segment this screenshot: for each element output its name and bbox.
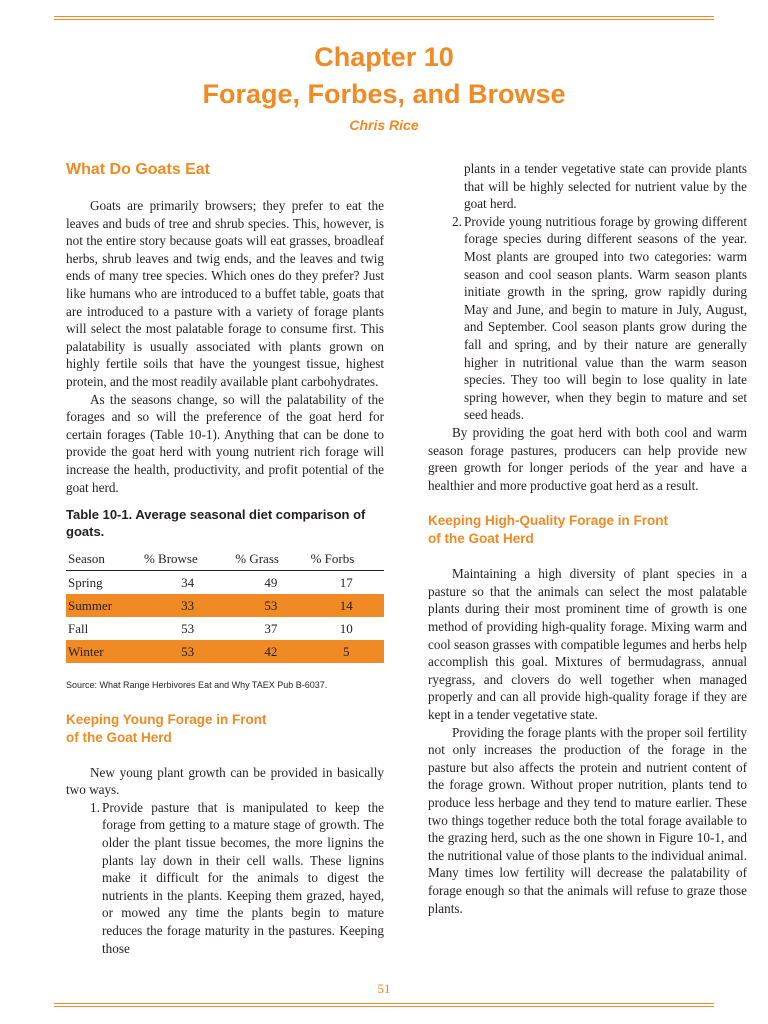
subsection-title-young-forage (66, 711, 384, 747)
list-number: 1. (90, 799, 100, 815)
top-rule (54, 16, 714, 17)
paragraph: By providing the goat herd with both cool and warm season forage pastures, producers can help provide new green growth for longer periods of the year and have a healthier and more productive goat herd as a result. (428, 424, 747, 493)
column-header: % Browse (142, 548, 233, 571)
list-item-text: Provide young nutritious forage by growing different forage species during different seasons of the year. Most plants are grouped into two categories: warm season and cool season plants. Warm season plants initiate growth in the spring, grow rapidly during May and June, and begin to mature in July, August, and September. Cool season plants grow during the fall and spring, and by their nature are generally higher in nutritional value than the warm season species. They too will begin to lose quality in late spring however, when they begin to mature and set seed heads. (464, 213, 747, 423)
table-cell: 49 (264, 574, 278, 590)
table-cell: 17 (339, 574, 353, 590)
list-item (428, 213, 747, 424)
table-row-highlighted (66, 640, 384, 663)
table-cell: 37 (264, 620, 278, 636)
table-cell: 53 (233, 594, 308, 617)
column-header: Season (66, 548, 142, 571)
top-rule-inner (54, 19, 714, 20)
list-item-text: plants in a tender vegetative state can provide plants that will be highly selected for nutrient value by the goat herd. (464, 161, 747, 212)
subsection-title-high-quality-forage (428, 512, 747, 548)
table-cell: Summer (66, 594, 142, 617)
table-cell: 33 (142, 594, 233, 617)
bottom-rule (54, 1003, 714, 1004)
table-row-highlighted (66, 594, 384, 617)
subsection-title-line: of the Goat Herd (428, 531, 534, 547)
table-row (66, 617, 384, 640)
table-header-row (66, 548, 384, 571)
table-cell: Fall (68, 620, 89, 636)
paragraph: New young plant growth can be provided in basically two ways. (66, 764, 384, 798)
paragraph: As the seasons change, so will the palatability of the forages and so will the preference of the goat herd for certain forages (Table 10-1). Anything that can be done to provide the goat herd with young nutrient rich forage will increase the health, productivity, and profit potential of the goat herd. (66, 391, 384, 495)
column-header: % Grass (233, 548, 308, 571)
subsection-title-line: Keeping Young Forage in Front (66, 711, 267, 727)
paragraph: Maintaining a high diversity of plant species in a pasture so that the animals can select the most palatable plants during their most prominent time of growth is one method of providing high-quality forage. Mixing warm and cool season grasses with compatible legumes and herbs help accomplish this goal. Mixtures of bermudagrass, annual ryegrass, and clovers do well together when managed properly and can all provide high-quality forage if they are kept in a tender vegetative state. (428, 566, 747, 723)
subsection-title-line: Keeping High-Quality Forage in Front (428, 513, 669, 529)
page-number: 51 (377, 981, 391, 996)
table-cell: 53 (181, 620, 195, 636)
list-item-continued (428, 160, 747, 213)
table-cell: 42 (233, 640, 308, 663)
table-cell: 53 (142, 640, 233, 663)
table-cell: 34 (181, 574, 195, 590)
subsection-title-line: of the Goat Herd (66, 729, 172, 745)
table-cell: Winter (66, 640, 142, 663)
right-column (428, 160, 747, 917)
table-cell: 5 (309, 640, 384, 663)
chapter-author: Chris Rice (349, 117, 419, 133)
table-cell: Spring (68, 574, 103, 590)
column-header: % Forbs (309, 548, 384, 571)
table-cell: 10 (339, 620, 353, 636)
table-source-note: Source: What Range Herbivores Eat and Why TAEX Pub B-6037. (66, 680, 328, 691)
list-item-text: Provide pasture that is manipulated to keep the forage from getting to a mature stage of growth. The older the plant tissue becomes, the more lignins the plants lay down in their cell walls. These lignins make it difficult for the animals to digest the nutrients in the plants. Keeping them grazed, hayed, or mowed any time the plants begin to mature reduces the forage maturity in the pastures. Keeping those (102, 799, 384, 956)
paragraph: Goats are primarily browsers; they prefer to eat the leaves and buds of tree and shrub species. This, however, is not the entire story because goats will eat grasses, broadleaf herbs, shrub leaves and twig ends, and the leaves and twig ends of many tree species. Which ones do they prefer? Just like humans who are introduced to a buffet table, goats that are introduced to a pasture with a variety of forage plants will select the most palatable forage to consume first. This palatability is usually associated with plants grown on highly fertile soils that have the youngest tissue, highest protein, and the most readily available plant carbohydrates. (66, 198, 384, 389)
paragraph: Providing the forage plants with the proper soil fertility not only increases the production of the forage in the pasture but also affects the protein and nutrient content of the forage grown. Without proper nutrition, plants tend to produce less herbage and they tend to mature earlier. These two things together reduce both the total forage available to the grazing herd, such as the one shown in Figure 10-1, and the nutritional value of those plants to the individual animal. Many times low fertility will decrease the palatability of forage enough so that the animals will refuse to graze those plants. (428, 724, 747, 916)
chapter-header (0, 40, 768, 133)
left-column (66, 160, 384, 957)
list-number: 2. (452, 213, 462, 229)
chapter-number: Chapter 10 (314, 42, 454, 72)
numbered-list-continued (428, 160, 747, 424)
diet-comparison-table (66, 548, 384, 663)
section-title-what-do-goats-eat: What Do Goats Eat (66, 161, 211, 178)
table-row (66, 571, 384, 595)
numbered-list (66, 799, 384, 957)
table-cell: 14 (309, 594, 384, 617)
bottom-rule-inner (54, 1006, 714, 1007)
table-caption: Table 10-1. Average seasonal diet comparison of goats. (66, 507, 366, 540)
chapter-title: Forage, Forbes, and Browse (202, 79, 566, 109)
list-item (66, 799, 384, 957)
